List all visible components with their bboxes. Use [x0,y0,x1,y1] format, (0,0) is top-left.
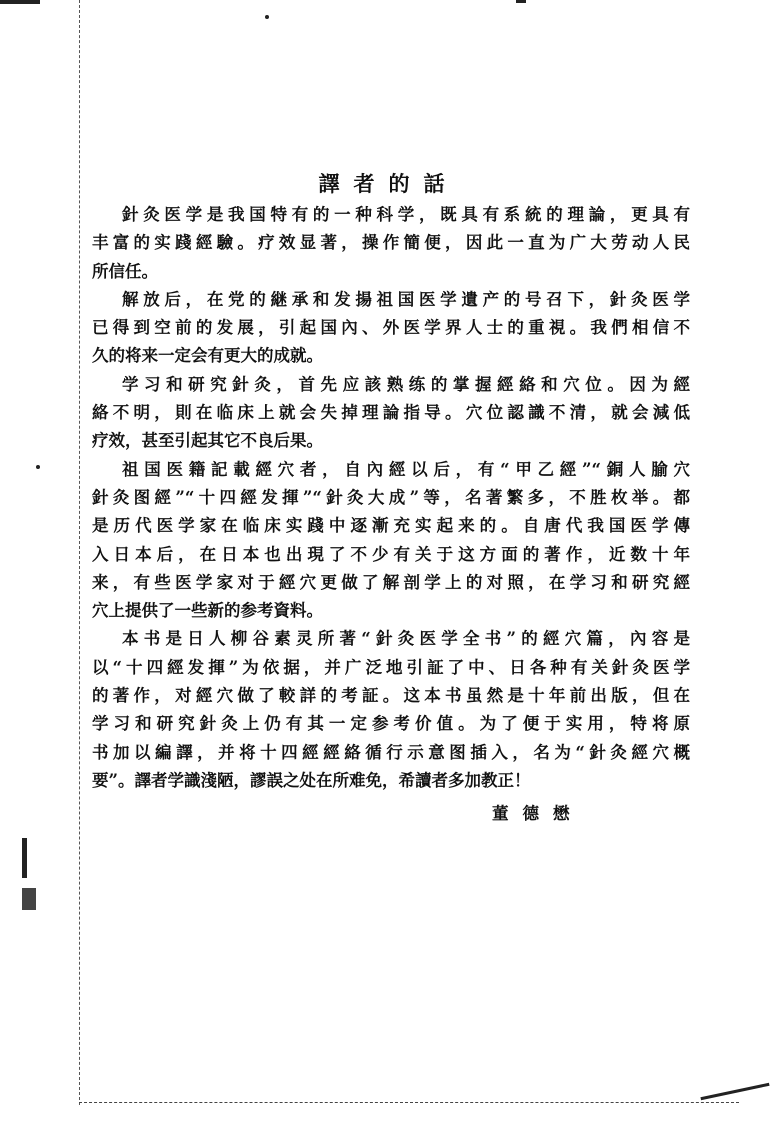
text-line: 本书是日人柳谷素灵所著“針灸医学全书”的經穴篇，內容是 [122,629,690,649]
text-line: 丰富的实踐經驗。疗效显著，操作簡便，因此一直为广大劳动人民 [92,233,690,253]
text-line: 要”。譯者学識淺陋，謬誤之处在所难免，希讀者多加教正！ [92,770,531,790]
scan-artifact-top-left [0,0,40,4]
text-line: 解放后，在党的継承和发揚祖国医学遺产的号召下，針灸医学 [122,289,690,309]
scan-artifact-left-mark-2 [22,888,36,910]
text-line: 是历代医学家在临床实踐中逐漸充实起来的。自唐代我国医学傳 [92,516,690,536]
translator-signature: 董德懋 [492,804,584,823]
text-line: 学习和研究針灸上仍有其一定参考价值。为了便于实用，特将原 [92,714,690,734]
scan-artifact-top-right [516,0,526,3]
text-line: 以“十四經发揮”为依据，并广泛地引証了中、日各种有关針灸医学 [92,657,690,677]
text-line: 久的将来一定会有更大的成就。 [92,346,323,366]
text-line: 已得到空前的发展，引起国內、外医学界人士的重視。我們相信不 [92,318,690,338]
text-line: 的著作，对經穴做了較詳的考証。这本书虽然是十年前出版，但在 [92,686,690,706]
text-line: 穴上提供了一些新的参考資料。 [92,601,323,621]
text-line: 入日本后，在日本也出現了不少有关于这方面的著作，近数十年 [92,544,690,564]
text-line: 絡不明，則在临床上就会失掉理論指导。穴位認識不清，就会減低 [92,403,690,423]
text-line: 祖国医籍記載經穴者，自內經以后，有“甲乙經”“銅人腧穴 [122,459,690,479]
scan-artifact-top-dot [265,15,269,19]
scan-bottom-line [79,1102,739,1103]
text-line: 針灸医学是我国特有的一种科学，既具有系統的理論，更具有 [122,205,690,224]
text-line: 学习和研究針灸，首先应該熟练的掌握經絡和穴位。因为經 [122,374,690,394]
scan-artifact-bottom-right [700,1083,769,1100]
scan-margin-line [79,0,80,1105]
text-line: 針灸图經”“十四經发揮”“針灸大成”等，名著繁多，不胜枚举。都 [92,487,690,507]
text-line: 所信任。 [92,261,158,281]
body-text [92,201,690,795]
scan-artifact-left-mark [22,838,27,878]
page-title: 譯者的話 [318,171,459,196]
scan-artifact-left-dot [36,465,40,469]
text-line: 来，有些医学家对于經穴更做了解剖学上的对照，在学习和研究經 [92,572,690,592]
text-line: 书加以編譯，并将十四經經絡循行示意图插入，名为“針灸經穴概 [92,742,690,762]
text-line: 疗效，甚至引起其它不良后果。 [92,431,323,451]
